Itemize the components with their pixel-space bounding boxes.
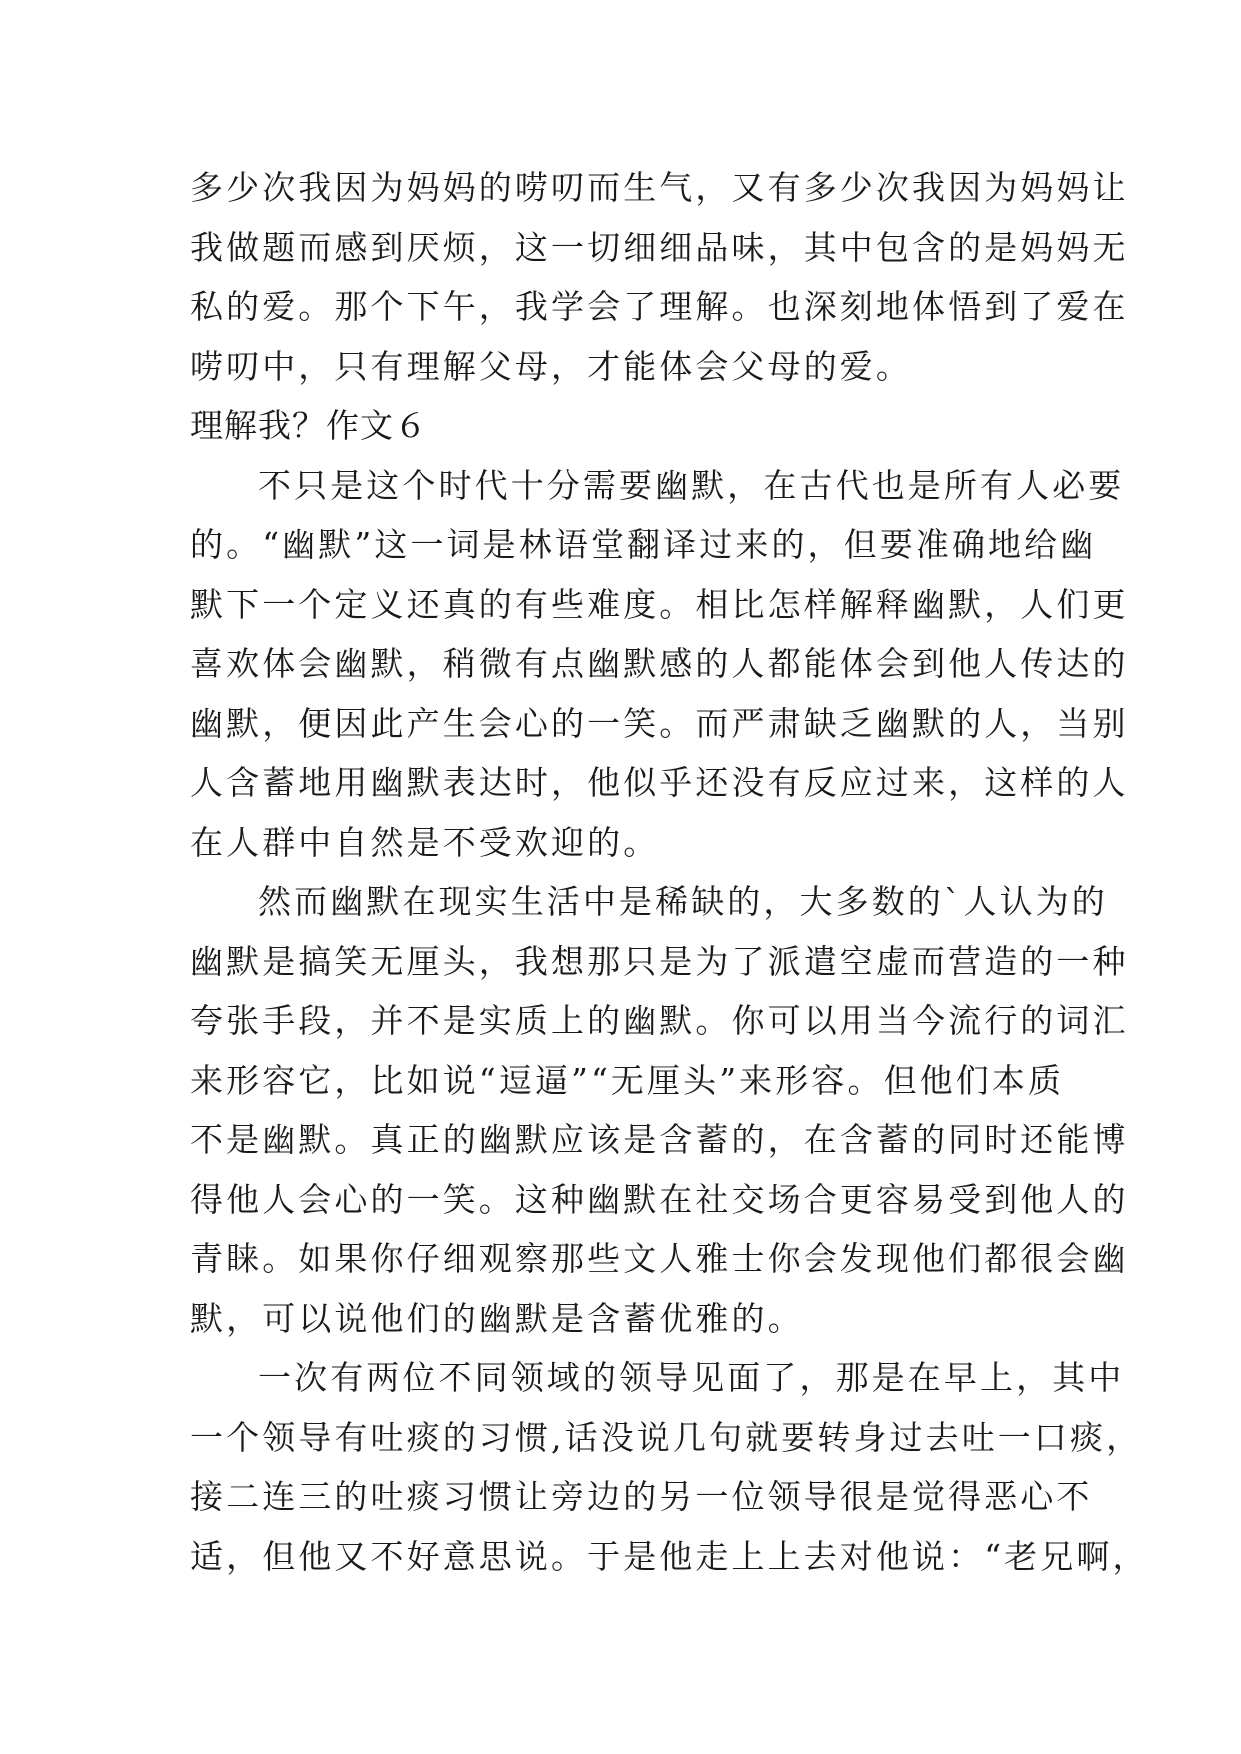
text-line: 接二连三的吐痰习惯让旁边的另一位领导很是觉得恶心不	[190, 1477, 1093, 1516]
text-line: 适，但他又不好意思说。于是他走上上去对他说：“老兄啊，	[190, 1536, 1149, 1576]
text-line: 一次有两位不同领域的领导见面了，那是在早上，其中	[258, 1358, 1125, 1397]
document-page	[190, 158, 1149, 1586]
text-line: 人含蓄地用幽默表达时，他似乎还没有反应过来，这样的人	[190, 763, 1129, 802]
text-line: 得他人会心的一笑。这种幽默在社交场合更容易受到他人的	[190, 1179, 1129, 1219]
text-line: 的。“幽默”这一词是林语堂翻译过来的，但要准确地给幽	[190, 525, 1097, 564]
text-line: 默下一个定义还真的有些难度。相比怎样解释幽默，人们更	[190, 584, 1129, 624]
text-line: 青睐。如果你仔细观察那些文人雅士你会发现他们都很会幽	[190, 1239, 1129, 1278]
text-line: 来形容它，比如说“逗逼”“无厘头”来形容。但他们本质	[190, 1060, 1065, 1100]
paragraph-3	[190, 872, 1129, 1348]
paragraph-4	[190, 1348, 1149, 1586]
text-line: 喜欢体会幽默，稍微有点幽默感的人都能体会到他人传达的	[190, 644, 1129, 683]
text-line: 一个领导有吐痰的习惯,话没说几句就要转身过去吐一口痰，	[190, 1417, 1143, 1457]
text-line: 不只是这个时代十分需要幽默，在古代也是所有人必要	[258, 465, 1125, 505]
paragraph-1	[190, 158, 1129, 396]
text-line: 我做题而感到厌烦，这一切细细品味，其中包含的是妈妈无	[190, 227, 1129, 267]
text-line: 不是幽默。真正的幽默应该是含蓄的，在含蓄的同时还能博	[190, 1120, 1129, 1159]
text-line: 多少次我因为妈妈的唠叨而生气，又有多少次我因为妈妈让	[190, 168, 1129, 207]
text-line: 然而幽默在现实生活中是稀缺的，大多数的`人认为的	[258, 882, 1108, 921]
text-line: 私的爱。那个下午，我学会了理解。也深刻地体悟到了爱在	[190, 287, 1129, 326]
paragraph-2	[190, 456, 1129, 873]
text-line: 幽默是搞笑无厘头，我想那只是为了派遣空虚而营造的一种	[190, 941, 1129, 981]
text-line: 幽默，便因此产生会心的一笑。而严肃缺乏幽默的人，当别	[190, 703, 1129, 743]
text-line: 默，可以说他们的幽默是含蓄优雅的。	[190, 1298, 804, 1338]
text-line: 唠叨中，只有理解父母，才能体会父母的爱。	[190, 346, 912, 386]
text-line: 在人群中自然是不受欢迎的。	[190, 822, 660, 862]
section-heading: 理解我？作文６	[190, 406, 428, 445]
text-line: 夸张手段，并不是实质上的幽默。你可以用当今流行的词汇	[190, 1001, 1129, 1040]
